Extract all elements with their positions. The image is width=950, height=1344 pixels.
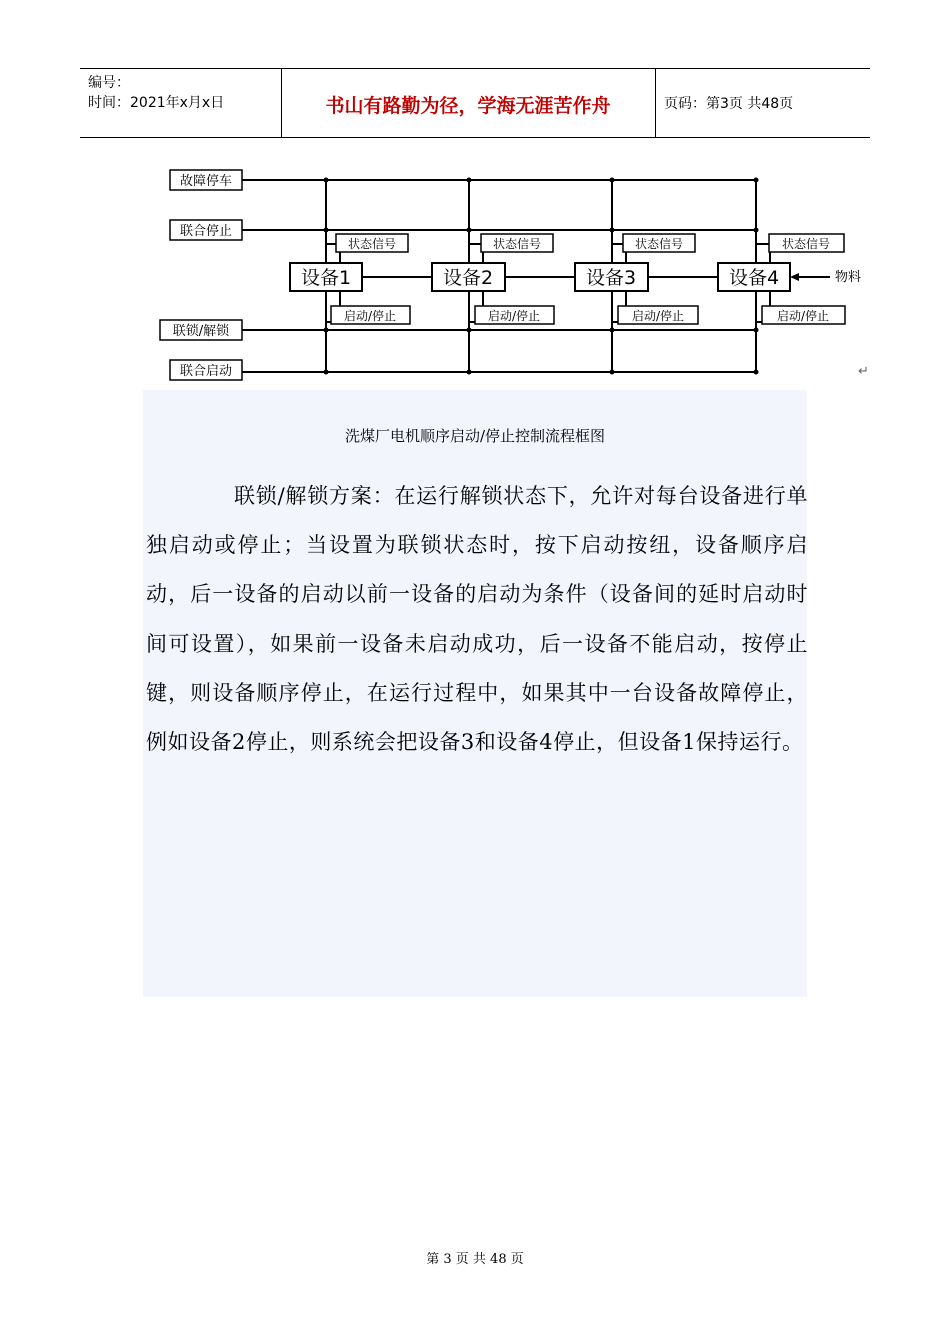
device-2-label: 设备2 (442, 267, 494, 289)
start-stop-label-3: 启动/停止 (631, 309, 685, 323)
start-stop-label-2: 启动/停止 (487, 309, 541, 323)
bus-label-interlock: 联锁/解锁 (172, 324, 230, 339)
device-4-label: 设备4 (728, 267, 780, 289)
header-motto: 书山有路勤为径，学海无涯苦作舟 (325, 95, 611, 117)
body-paragraph: 联锁/解锁方案：在运行解锁状态下，允许对每台设备进行单独启动或停止；当设置为联锁状态时，按下启动按纽，设备顺序启动，后一设备的启动以前一设备的启动为条件（设备间的延时启动时间可设置），如果前一设备未启动成功，后一设备不能启动，按停止键，则设备顺序停止，在运行过程中，如果其中一台设备故障停止，例如设备2停止，则系统会把设备3和设备4停止，但设备1保持运行。 (146, 484, 808, 755)
device-1-label: 设备1 (300, 267, 352, 289)
status-signal-label-4: 状态信号 (781, 237, 831, 251)
device-3-label: 设备3 (585, 267, 637, 289)
paragraph-return-mark: ↵ (858, 364, 869, 379)
header-divider (655, 69, 656, 137)
status-signal-label-3: 状态信号 (634, 237, 684, 251)
status-signal-label-2: 状态信号 (492, 237, 542, 251)
doc-number-label: 编号： (88, 75, 130, 91)
bus-label-joint-start: 联合启动 (179, 364, 233, 379)
control-flow-diagram (150, 160, 870, 385)
header-page-label: 页码：第3页 共48页 (664, 96, 794, 112)
material-label: 物料 (835, 270, 862, 285)
header-table (80, 68, 870, 138)
start-stop-label-4: 启动/停止 (776, 309, 830, 323)
header-left (88, 73, 224, 113)
figure-caption: 洗煤厂电机顺序启动/停止控制流程框图 (344, 427, 606, 445)
status-signal-label-1: 状态信号 (347, 237, 397, 251)
bus-label-fault-stop: 故障停车 (179, 174, 233, 189)
doc-time-label: 时间：2021年x月x日 (88, 95, 225, 111)
bus-label-joint-stop: 联合停止 (179, 224, 233, 239)
page-footer: 第 3 页 共 48 页 (426, 1252, 524, 1267)
start-stop-label-1: 启动/停止 (343, 309, 397, 323)
